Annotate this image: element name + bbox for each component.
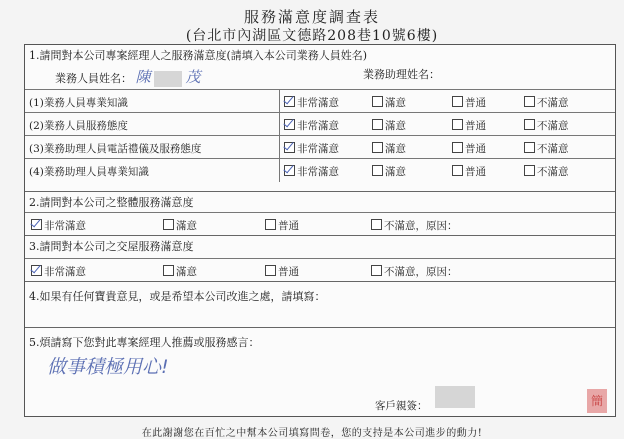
- rating-row-1: [25, 89, 615, 113]
- checkbox-icon: [372, 119, 383, 130]
- option-satisfied[interactable]: 滿意: [372, 164, 406, 179]
- checkbox-checked-icon: [31, 265, 42, 276]
- option-very-satisfied[interactable]: 非常滿意: [284, 164, 339, 179]
- seal-stamp: 簡: [587, 389, 607, 413]
- checkbox-icon: [265, 219, 276, 230]
- option-very-satisfied[interactable]: 非常滿意: [31, 218, 86, 233]
- option-unsatisfied[interactable]: 不滿意: [524, 95, 569, 110]
- assistant-name-field[interactable]: [363, 66, 440, 82]
- signature-label: 客戶親簽：: [375, 400, 428, 412]
- checkbox-checked-icon: [284, 142, 295, 153]
- option-unsatisfied[interactable]: 不滿意: [524, 164, 569, 179]
- agent-name-field[interactable]: [55, 66, 201, 87]
- option-unsatisfied-reason[interactable]: 不滿意，原因：: [371, 264, 458, 279]
- assistant-name-label: 業務助理姓名：: [363, 68, 440, 81]
- checkbox-icon: [372, 96, 383, 107]
- section-1: [25, 45, 615, 191]
- form-address: (台北市內湖區文德路208巷10號6樓): [185, 28, 439, 44]
- option-satisfied[interactable]: 滿意: [372, 95, 406, 110]
- option-satisfied[interactable]: 滿意: [372, 141, 406, 156]
- checkbox-icon: [452, 119, 463, 130]
- option-average[interactable]: 普通: [452, 164, 486, 179]
- handwritten-comment: 做事積極用心!: [47, 356, 169, 378]
- survey-form: [24, 44, 616, 417]
- rating-row-label: (2)業務人員服務態度: [29, 120, 128, 132]
- checkbox-icon: [163, 265, 174, 276]
- rating-row-label: (1)業務人員專業知識: [29, 97, 128, 109]
- section-5-heading: 5.煩請寫下您對此專案經理人推薦或服務感言：: [29, 336, 260, 349]
- checkbox-icon: [371, 265, 382, 276]
- option-average[interactable]: 普通: [452, 95, 486, 110]
- option-average[interactable]: 普通: [452, 118, 486, 133]
- section-2: [25, 191, 615, 236]
- rating-row-2: [25, 112, 615, 136]
- option-unsatisfied-reason[interactable]: 不滿意，原因：: [371, 218, 458, 233]
- rating-row-label: (3)業務助理人員電話禮儀及服務態度: [29, 143, 202, 155]
- checkbox-icon: [372, 165, 383, 176]
- checkbox-checked-icon: [31, 219, 42, 230]
- checkbox-icon: [524, 142, 535, 153]
- handover-options-row: [25, 258, 615, 282]
- section-1-heading: 1.請問對本公司專案經理人之服務滿意度(請填入本公司業務人員姓名): [29, 49, 368, 62]
- section-3: [25, 235, 615, 282]
- checkbox-icon: [163, 219, 174, 230]
- checkbox-icon: [371, 219, 382, 230]
- form-title: 服務滿意度調查表: [243, 8, 380, 26]
- redacted-signature: [435, 386, 475, 408]
- option-very-satisfied[interactable]: 非常滿意: [284, 141, 339, 156]
- section-3-heading: 3.請問對本公司之交屋服務滿意度: [29, 240, 194, 253]
- checkbox-icon: [452, 142, 463, 153]
- agent-name-first-char: 陳: [135, 68, 151, 86]
- section-4-heading: 4.如果有任何寶貴意見，或是希望本公司改進之處，請填寫：: [29, 290, 326, 303]
- checkbox-icon: [524, 165, 535, 176]
- checkbox-icon: [265, 265, 276, 276]
- section-2-heading: 2.請問對本公司之整體服務滿意度: [29, 196, 194, 209]
- option-very-satisfied[interactable]: 非常滿意: [31, 264, 86, 279]
- option-very-satisfied[interactable]: 非常滿意: [284, 95, 339, 110]
- overall-options-row: [25, 212, 615, 236]
- option-average[interactable]: 普通: [265, 264, 299, 279]
- option-satisfied[interactable]: 滿意: [372, 118, 406, 133]
- customer-signature[interactable]: [435, 384, 475, 409]
- option-very-satisfied[interactable]: 非常滿意: [284, 118, 339, 133]
- checkbox-checked-icon: [284, 165, 295, 176]
- redacted-name: [154, 71, 182, 87]
- checkbox-icon: [524, 119, 535, 130]
- rating-row-4: [25, 158, 615, 182]
- option-average[interactable]: 普通: [265, 218, 299, 233]
- section-5[interactable]: [25, 327, 615, 419]
- footer-thanks: 在此謝謝您在百忙之中幫本公司填寫問卷，您的支持是本公司進步的動力!: [141, 428, 483, 439]
- checkbox-icon: [372, 142, 383, 153]
- option-unsatisfied[interactable]: 不滿意: [524, 141, 569, 156]
- checkbox-checked-icon: [284, 96, 295, 107]
- checkbox-icon: [524, 96, 535, 107]
- option-satisfied[interactable]: 滿意: [163, 218, 197, 233]
- option-satisfied[interactable]: 滿意: [163, 264, 197, 279]
- rating-row-label: (4)業務助理人員專業知識: [29, 166, 149, 178]
- checkbox-icon: [452, 165, 463, 176]
- section-4[interactable]: [25, 281, 615, 328]
- checkbox-icon: [452, 96, 463, 107]
- checkbox-checked-icon: [284, 119, 295, 130]
- agent-name-last-char: 茂: [185, 68, 201, 86]
- agent-name-label: 業務人員姓名：: [55, 72, 132, 85]
- rating-row-3: [25, 135, 615, 159]
- option-unsatisfied[interactable]: 不滿意: [524, 118, 569, 133]
- option-average[interactable]: 普通: [452, 141, 486, 156]
